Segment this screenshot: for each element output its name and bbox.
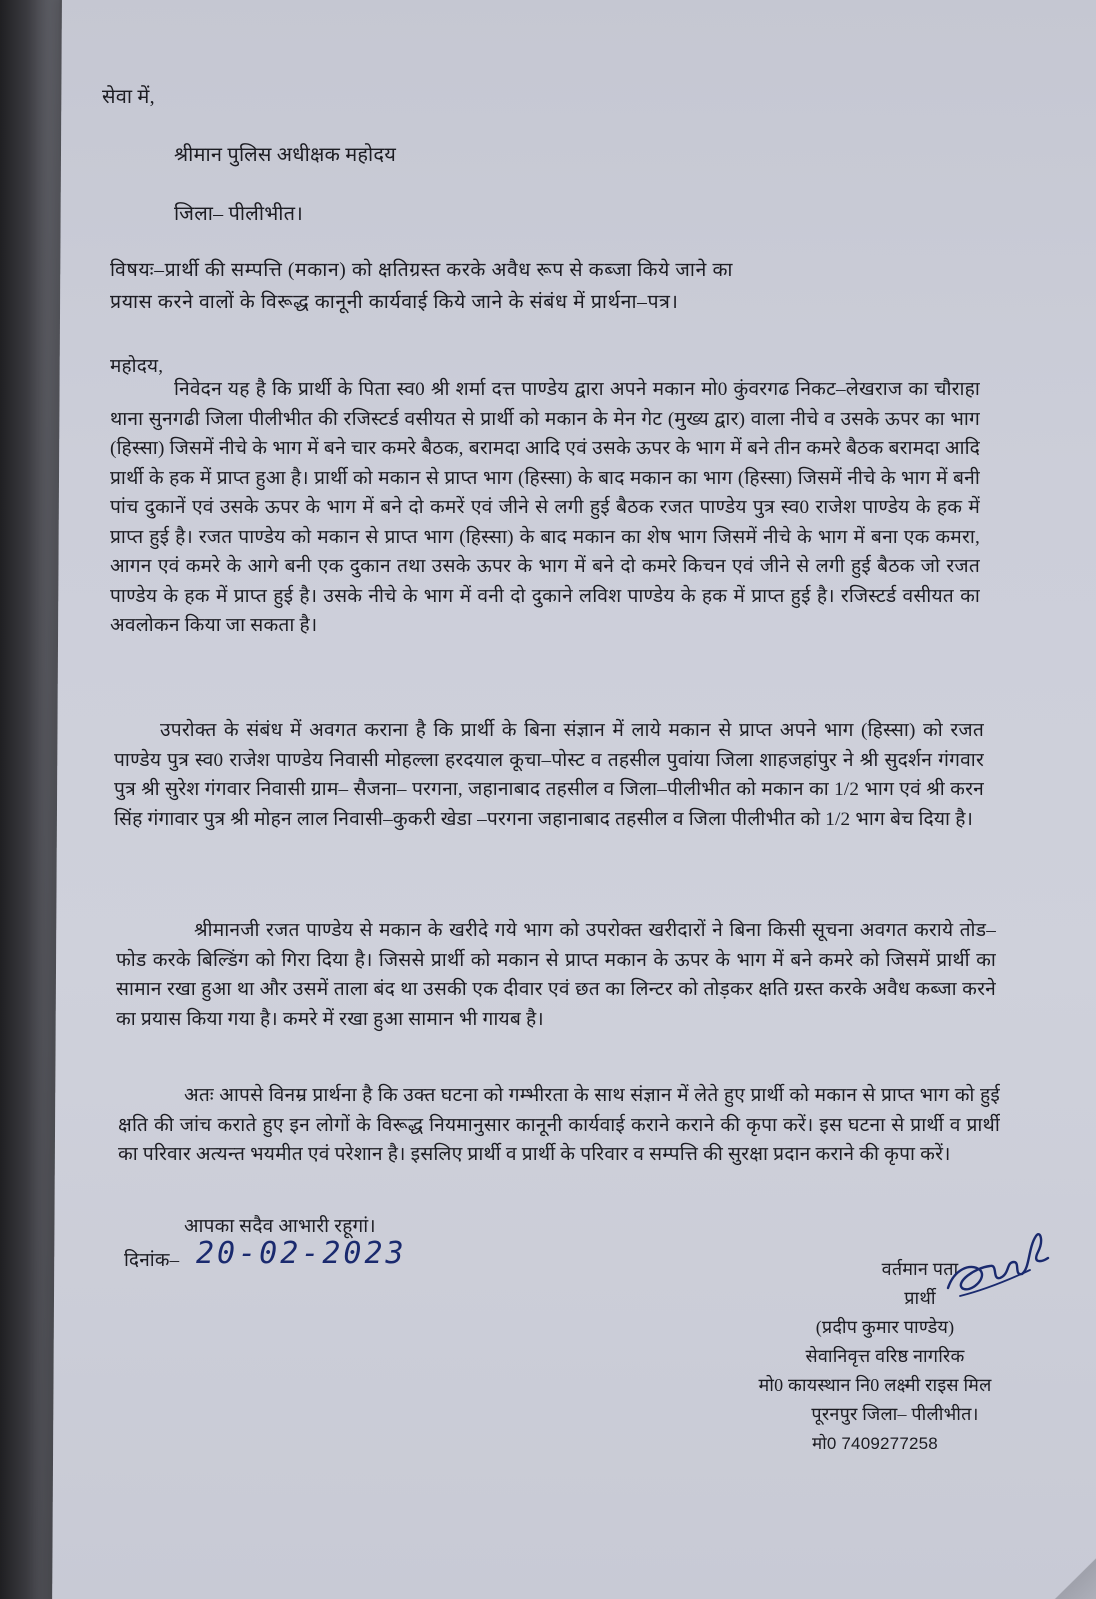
salutation-to: सेवा में,: [102, 86, 155, 108]
body-paragraph-4: अतः आपसे विनम्र प्रार्थना है कि उक्त घटना को गम्भीरता के साथ संज्ञान में लेते हुए प्रार्थी को मकान से प्राप्त भाग को हुई क्षति की जांच कराते हुए इन लोगों के विरूद्ध नियमानुसार कानूनी कार्यवाई कराने कराने की कृपा करें। इस घटना से प्रार्थी व प्रार्थी का परिवार अत्यन्त भयमीत एवं परेशान है। इसलिए प्रार्थी व प्रार्थी के परिवार व सम्पत्ति की सुरक्षा प्रदान कराने की कृपा करें।: [118, 1085, 1000, 1165]
body-paragraph-1: निवेदन यह है कि प्रार्थी के पिता स्व0 श्री शर्मा दत्त पाण्डेय द्वारा अपने मकान मो0 कुंवरगढ निकट–लेखराज का चौराहा थाना सुनगढी जिला पीलीभीत की रजिस्टर्ड वसीयत से प्रार्थी को मकान के मेन गेट (मुख्य द्वार) वाला नीचे व उसके ऊपर का भाग (हिस्सा) जिसमें नीचे के भाग में बने चार कमरे बैठक, बरामदा आदि एवं उसके ऊपर के भाग में बने तीन कमरे बैठक बरामदा आदि प्रार्थी के हक में प्राप्त हुआ है। प्रार्थी को मकान से प्राप्त भाग (हिस्सा) के बाद मकान का भाग (हिस्सा) जिसमें नीचे के भाग में बनी पांच दुकानें एवं उसके ऊपर के भाग में बने दो कमरें एवं जीने से लगी हुई बैठक रजत पाण्डेय पुत्र स्व0 राजेश पाण्डेय के हक में प्राप्त हुई है। रजत पाण्डेय को मकान से प्राप्त भाग (हिस्सा) के बाद मकान का शेष भाग जिसमें नीचे के भाग में बना एक कमरा, आगन एवं कमरे के आगे बनी एक दुकान तथा उसके ऊपर के भाग में बने दो कमरे किचन एवं जीने से लगी हुई बैठक जो रजत पाण्डेय के हक में प्राप्त हुई है। उसके नीचे के भाग में वनी दो दुकाने लविश पाण्डेय के हक में प्राप्त हुई है। रजिस्टर्ड वसीयत का अवलोकन किया जा सकता है।: [110, 379, 980, 636]
handwritten-signature-icon: [940, 1218, 1050, 1308]
date-handwritten: 20-02-2023: [196, 1236, 407, 1271]
sender-address-line-2: पूरनपुर जिला– पीलीभीत।: [811, 1404, 979, 1424]
body-paragraph-2: उपरोक्त के संबंध में अवगत कराना है कि प्रार्थी के बिना संज्ञान में लाये मकान से प्राप्त अपने भाग (हिस्सा) को रजत पाण्डेय पुत्र स्व0 राजेश पाण्डेय निवासी मोहल्ला हरदयाल कूचा–पोस्ट व तहसील पुवांया जिला शाहजहांपुर ने श्री सुदर्शन गंगवार पुत्र श्री सुरेश गंगवार निवासी ग्राम– सैजना– परगना, जहानाबाद तहसील व जिला–पीलीभीत को मकान का 1/2 भाग एवं श्री करन सिंह गंगावार पुत्र श्री मोहन लाल निवासी–कुकरी खेडा –परगना जहानाबाद तहसील व जिला पीलीभीत को 1/2 भाग बेच दिया है।: [114, 720, 984, 830]
body-paragraph-3: श्रीमानजी रजत पाण्डेय से मकान के खरीदे गये भाग को उपरोक्त खरीदारों ने बिना किसी सूचना अवगत कराये तोड–फोड करके बिल्डिंग को गिरा दिया है। जिससे प्रार्थी को मकान से प्राप्त मकान के ऊपर के भाग में बने कमरे को जिसमें प्रार्थी का सामान रखा हुआ था और उसमें ताला बंद था उसकी एक दीवार एवं छत का लिन्टर को तोड़कर क्षति ग्रस्त करके अवैध कब्जा करने का प्रयास किया गया है। कमरे में रखा हुआ सामान भी गायब है।: [116, 920, 996, 1030]
subject-line-1: विषयः–प्रार्थी की सम्पत्ति (मकान) को क्षतिग्रस्त करके अवैध रूप से कब्जा किये जाने का: [110, 260, 734, 281]
recipient-title: श्रीमान पुलिस अधीक्षक महोदय: [174, 144, 397, 166]
page-corner-fold: [1042, 1546, 1096, 1599]
sender-role: प्रार्थी: [904, 1288, 936, 1308]
date-label: दिनांक–: [124, 1250, 180, 1271]
sender-address-line-1: मो0 कायस्थान नि0 लक्ष्मी राइस मिल: [758, 1375, 992, 1395]
subject-line-2: प्रयास करने वालों के विरूद्ध कानूनी कार्यवाई किये जाने के संबंध में प्रार्थना–पत्र।: [110, 292, 679, 313]
recipient-district: जिला– पीलीभीत।: [174, 203, 304, 225]
sender-designation: सेवानिवृत्त वरिष्ठ नागरिक: [805, 1346, 965, 1366]
closing-line: आपका सदैव आभारी रहूगां।: [184, 1216, 376, 1237]
sender-mobile: मो0 7409277258: [812, 1434, 938, 1453]
sender-address-heading: वर्तमान पता: [881, 1259, 959, 1279]
sender-name: (प्रदीप कुमार पाण्डेय): [815, 1317, 955, 1337]
greeting: महोदय,: [110, 356, 164, 377]
